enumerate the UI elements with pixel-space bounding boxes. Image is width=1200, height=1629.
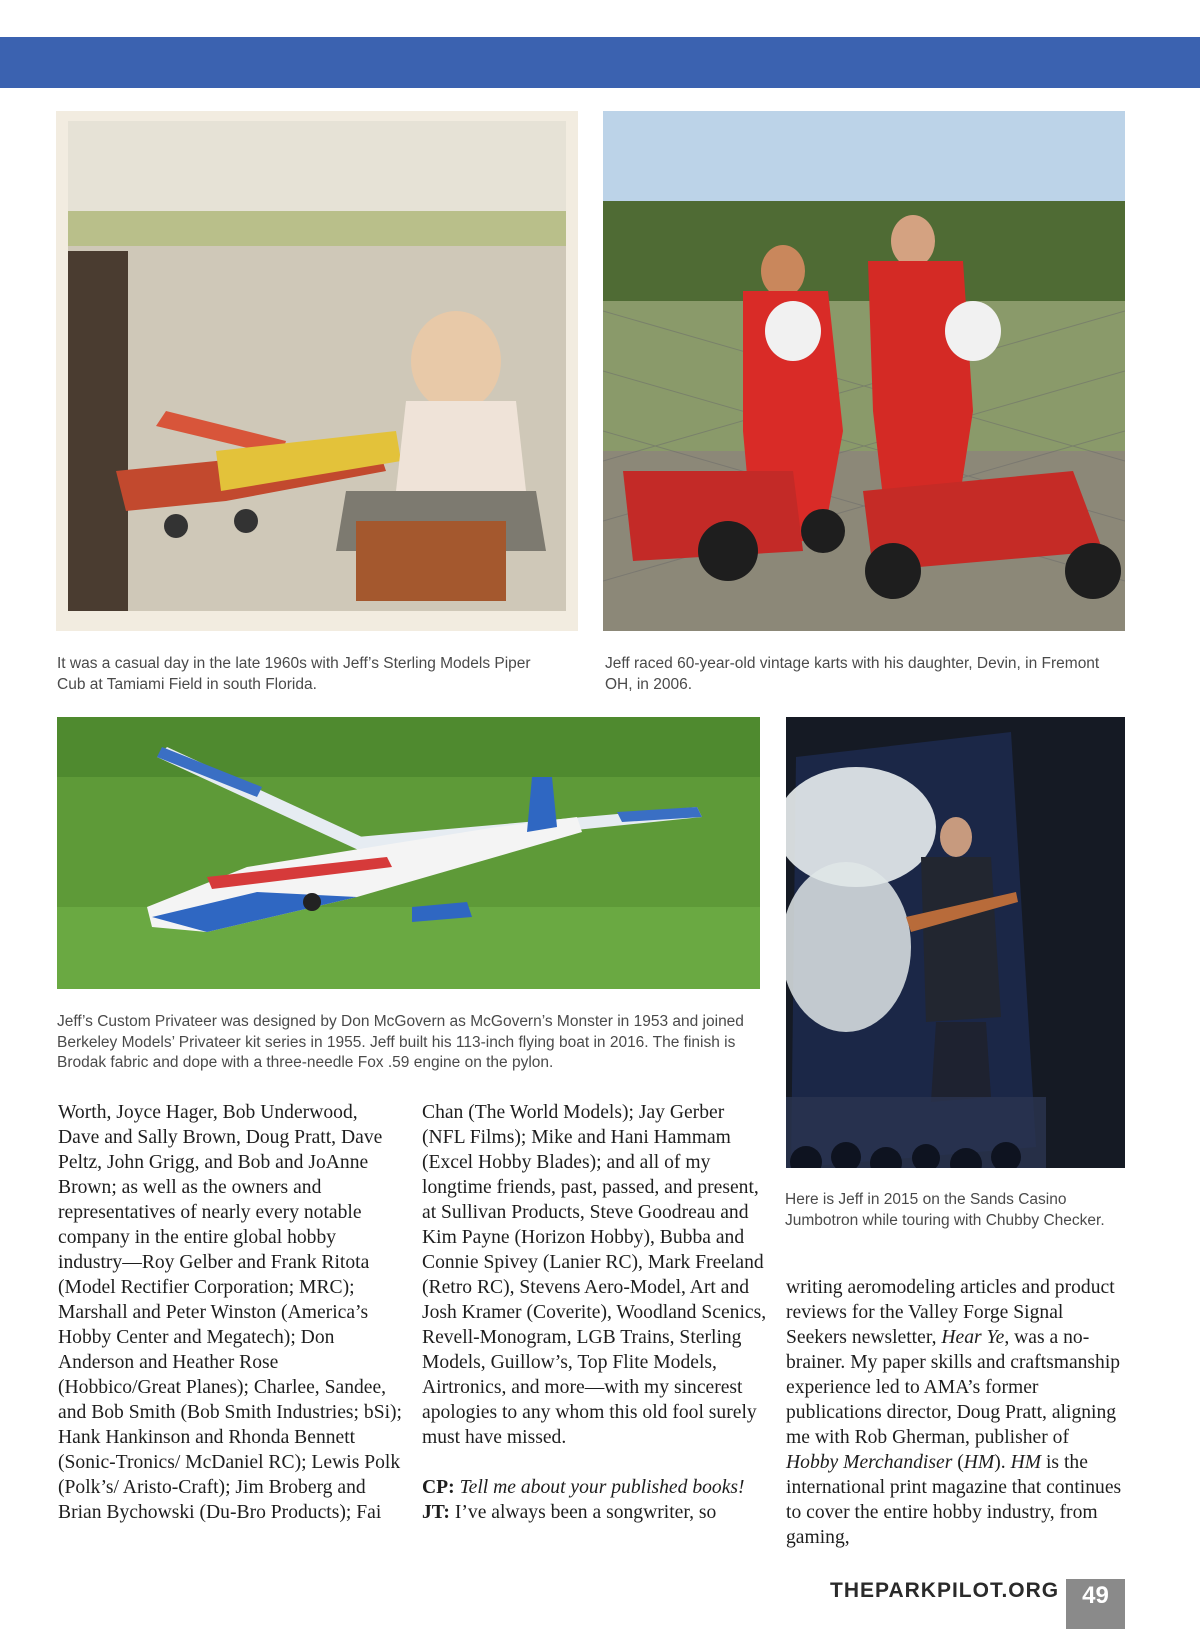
body-column-1 [58,1100,403,1525]
photo-vintage-karts [603,111,1125,631]
header-color-bar [0,37,1200,88]
caption-piper-cub: It was a casual day in the late 1960s with Jeff’s Sterling Models Piper Cub at Tamiami Field in south Florida. [57,655,531,693]
interview-answer [422,1500,767,1525]
text-run: is the international print magazine that continues to cover the entire hobby industry, from gaming, [786,1452,1122,1548]
publication-title: Hear Ye [941,1327,1005,1348]
text-run: , was a no-brainer. My paper skills and craftsmanship experience led to AMA’s former publications director, Doug Pratt, aligning me with Rob Gherman, publisher of [786,1327,1121,1448]
publication-title: Hobby Merchandiser [786,1452,953,1473]
photo-piper-cub [56,111,578,631]
footer-site-url: THEPARKPILOT.ORG [830,1579,1060,1602]
publication-abbrev: HM [1010,1452,1042,1473]
cp-question: Tell me about your published books! [459,1477,745,1498]
caption-vintage-karts: Jeff raced 60-year-old vintage karts with his daughter, Devin, in Fremont OH, in 2006. [605,655,1100,693]
body-column-3 [786,1275,1126,1550]
body-column-2 [422,1100,767,1525]
text-run: ). [994,1452,1006,1473]
photo-custom-privateer [57,717,760,989]
interview-question [422,1475,767,1500]
caption-custom-privateer: Jeff’s Custom Privateer was designed by Don McGovern as McGovern’s Monster in 1953 and joined Berkeley Models’ Privateer kit series in 1955. Jeff built his 113-inch flying boat in 2016. The finish is Brodak fabric and dope with a three-needle Fox .59 engine on the pylon. [57,1013,744,1071]
photo-jumbotron [786,717,1125,1168]
caption-jumbotron: Here is Jeff in 2015 on the Sands Casino Jumbotron while touring with Chubby Checker. [785,1191,1105,1229]
body-paragraph: Chan (The World Models); Jay Gerber (NFL Films); Mike and Hani Hammam (Excel Hobby Blades); and all of my longtime friends, past, passed, and present, at Sullivan Products, Steve Goodreau and Kim Payne (Horizon Hobby), Bubba and Connie Spivey (Lanier RC), Mark Freeland (Retro RC), Stevens Aero-Model, Art and Josh Kramer (Coverite), Woodland Scenics, Revell-Monogram, LGB Trains, Sterling Models, Guillow’s, Top Flite Models, Airtronics, and more—with my sincerest apologies to any whom this old fool surely must have missed. [422,1102,767,1448]
page-number: 49 [1066,1579,1125,1629]
body-paragraph: Worth, Joyce Hager, Bob Underwood, Dave and Sally Brown, Doug Pratt, Dave Peltz, John Grigg, and Bob and JoAnne Brown; as well as the owners and representatives of nearly every notable company in the entire global hobby industry—Roy Gelber and Frank Ritota (Model Rectifier Corporation; MRC); Marshall and Peter Winston (America’s Hobby Center and Megatech); Don Anderson and Heather Rose (Hobbico/Great Planes); Charlee, Sandee, and Bob Smith (Bob Smith Industries; bSi); Hank Hankinson and Rhonda Bennett (Sonic-Tronics/ McDaniel RC); Lewis Polk (Polk’s/ Aristo-Craft); Jim Broberg and Brian Bychowski (Du-Bro Products); Fai [58,1102,403,1523]
body-paragraph [786,1275,1126,1550]
jt-label: JT: [422,1502,450,1523]
cp-label: CP: [422,1477,455,1498]
jt-answer: I’ve always been a songwriter, so [454,1502,717,1523]
text-run: ( [957,1452,964,1473]
publication-abbrev: HM [963,1452,995,1473]
text-run: writing aeromodeling articles and product reviews for the Valley Forge Signal Seekers newsletter, [786,1277,1115,1348]
